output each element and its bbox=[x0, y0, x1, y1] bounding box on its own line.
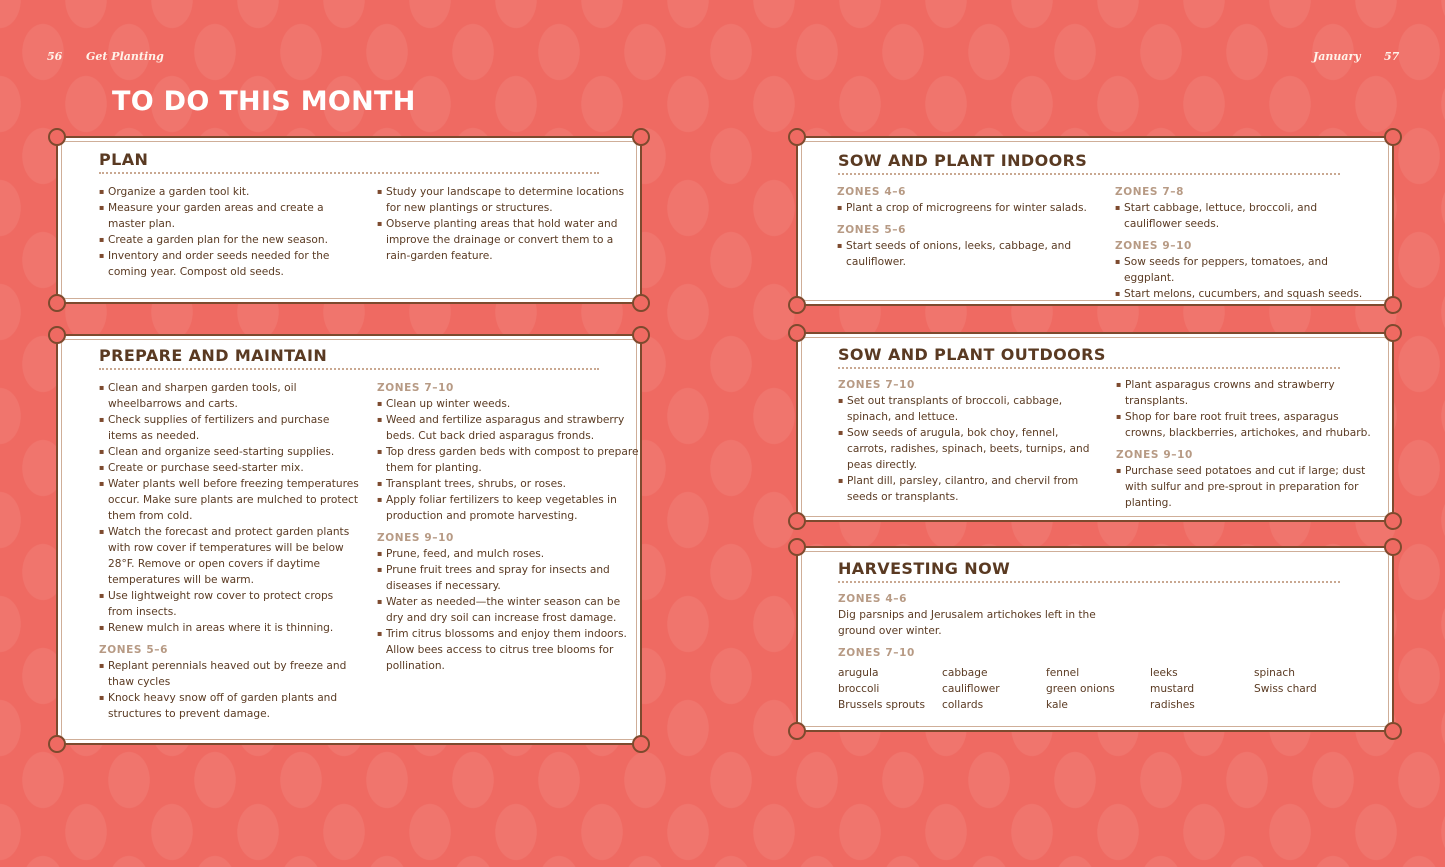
list-item: ▪ Study your landscape to determine locations for new plantings or structures. bbox=[377, 184, 625, 216]
plan-column-2 bbox=[377, 184, 625, 264]
crop-name: cabbage bbox=[942, 667, 988, 679]
list-item: ▪ Start cabbage, lettuce, broccoli, and cauliflower seeds. bbox=[1115, 200, 1377, 232]
sow-outdoors-title: SOW AND PLANT OUTDOORS bbox=[838, 345, 1106, 364]
list-item: ▪ Knock heavy snow off of garden plants and structures to prevent damage. bbox=[99, 690, 361, 722]
list-item: ▪ Weed and fertilize asparagus and strawberry beds. Cut back dried asparagus fronds. bbox=[377, 412, 639, 444]
zone-label: ZONES 7–10 bbox=[838, 647, 915, 659]
list-item: ▪ Set out transplants of broccoli, cabbage, spinach, and lettuce. bbox=[838, 393, 1100, 425]
prepare-maintain-title: PREPARE AND MAINTAIN bbox=[99, 346, 328, 365]
zone-label: ZONES 9–10 bbox=[377, 532, 454, 544]
crop-name: arugula bbox=[838, 667, 879, 679]
harvest-column bbox=[1254, 665, 1354, 697]
list-item: ▪ Trim citrus blossoms and enjoy them indoors. Allow bees access to citrus tree blooms for pollination. bbox=[377, 626, 639, 674]
list-item: ▪ Water plants well before freezing temperatures occur. Make sure plants are mulched to protect them from cold. bbox=[99, 476, 361, 524]
zone-label: ZONES 7–10 bbox=[838, 379, 915, 391]
list-item: ▪ Shop for bare root fruit trees, asparagus crowns, blackberries, artichokes, and rhubarb. bbox=[1116, 409, 1378, 441]
indoors-column-2 bbox=[1115, 184, 1377, 302]
crop-name: fennel bbox=[1046, 667, 1080, 679]
zone-label: ZONES 7–10 bbox=[377, 382, 454, 394]
harvest-column bbox=[838, 665, 938, 713]
prepare-column-1 bbox=[99, 380, 361, 722]
list-item: ▪ Clean and sharpen garden tools, oil wheelbarrows and carts. bbox=[99, 380, 361, 412]
zone-label: ZONES 4–6 bbox=[837, 186, 906, 198]
outdoors-column-1 bbox=[838, 377, 1100, 505]
outdoors-column-2 bbox=[1116, 377, 1378, 511]
crop-name: cauliflower bbox=[942, 683, 1000, 695]
harvest-zone-4-6 bbox=[838, 591, 1100, 661]
harvest-column bbox=[1150, 665, 1250, 713]
list-item: ▪ Prune, feed, and mulch roses. bbox=[377, 546, 639, 562]
sow-indoors-card bbox=[796, 136, 1394, 306]
zone-label: ZONES 4–6 bbox=[838, 593, 907, 605]
list-item: ▪ Check supplies of fertilizers and purchase items as needed. bbox=[99, 412, 361, 444]
zone-label: ZONES 7–8 bbox=[1115, 186, 1184, 198]
crop-name: mustard bbox=[1150, 683, 1195, 695]
crop-name: broccoli bbox=[838, 683, 880, 695]
zone-label: ZONES 9–10 bbox=[1115, 240, 1192, 252]
crop-name: kale bbox=[1046, 699, 1068, 711]
crop-name: Swiss chard bbox=[1254, 683, 1317, 695]
sow-outdoors-card bbox=[796, 332, 1394, 522]
list-item: ▪ Clean and organize seed-starting supplies. bbox=[99, 444, 361, 460]
list-item: ▪ Sow seeds of arugula, bok choy, fennel, carrots, radishes, spinach, beets, turnips, and peas directly. bbox=[838, 425, 1100, 473]
right-page-number: 57 bbox=[1384, 50, 1400, 63]
list-item: ▪ Top dress garden beds with compost to prepare them for planting. bbox=[377, 444, 639, 476]
list-item: ▪ Transplant trees, shrubs, or roses. bbox=[377, 476, 639, 492]
list-item: ▪ Create or purchase seed-starter mix. bbox=[99, 460, 361, 476]
list-item: ▪ Water as needed—the winter season can be dry and dry soil can increase frost damage. bbox=[377, 594, 639, 626]
list-item: ▪ Use lightweight row cover to protect crops from insects. bbox=[99, 588, 361, 620]
plan-column-1 bbox=[99, 184, 361, 280]
crop-name: Brussels sprouts bbox=[838, 699, 925, 711]
harvest-column bbox=[942, 665, 1042, 713]
right-section-title: January bbox=[1313, 50, 1361, 63]
harvest-column bbox=[1046, 665, 1146, 713]
list-item: ▪ Plant a crop of microgreens for winter salads. bbox=[837, 200, 1099, 216]
list-item: ▪ Inventory and order seeds needed for the coming year. Compost old seeds. bbox=[99, 248, 361, 280]
list-item: ▪ Observe planting areas that hold water and improve the drainage or convert them to a rain-garden feature. bbox=[377, 216, 625, 264]
harvesting-title: HARVESTING NOW bbox=[838, 559, 1011, 578]
harvest-text: Dig parsnips and Jerusalem artichokes left in the ground over winter. bbox=[838, 609, 1096, 637]
prepare-maintain-card bbox=[56, 334, 642, 745]
list-item: ▪ Start seeds of onions, leeks, cabbage, and cauliflower. bbox=[837, 238, 1099, 270]
left-page-number: 56 bbox=[47, 50, 63, 63]
list-item: ▪ Replant perennials heaved out by freeze and thaw cycles bbox=[99, 658, 361, 690]
harvesting-card bbox=[796, 546, 1394, 732]
list-item: ▪ Purchase seed potatoes and cut if large; dust with sulfur and pre-sprout in preparation for planting. bbox=[1116, 463, 1378, 511]
crop-name: collards bbox=[942, 699, 984, 711]
crop-name: spinach bbox=[1254, 667, 1295, 679]
list-item: ▪ Sow seeds for peppers, tomatoes, and eggplant. bbox=[1115, 254, 1377, 286]
crop-name: green onions bbox=[1046, 683, 1115, 695]
list-item: ▪ Create a garden plan for the new season. bbox=[99, 232, 361, 248]
list-item: ▪ Prune fruit trees and spray for insects and diseases if necessary. bbox=[377, 562, 639, 594]
prepare-column-2 bbox=[377, 380, 639, 674]
left-section-title: Get Planting bbox=[86, 50, 164, 63]
list-item: ▪ Renew mulch in areas where it is thinning. bbox=[99, 620, 361, 636]
list-item: ▪ Start melons, cucumbers, and squash seeds. bbox=[1115, 286, 1377, 302]
page-title: TO DO THIS MONTH bbox=[112, 86, 416, 117]
zone-label: ZONES 5–6 bbox=[99, 644, 168, 656]
crop-name: leeks bbox=[1150, 667, 1178, 679]
list-item: ▪ Organize a garden tool kit. bbox=[99, 184, 361, 200]
list-item: ▪ Plant asparagus crowns and strawberry transplants. bbox=[1116, 377, 1378, 409]
zone-label: ZONES 9–10 bbox=[1116, 449, 1193, 461]
list-item: ▪ Measure your garden areas and create a master plan. bbox=[99, 200, 361, 232]
list-item: ▪ Plant dill, parsley, cilantro, and chervil from seeds or transplants. bbox=[838, 473, 1100, 505]
indoors-column-1 bbox=[837, 184, 1099, 270]
plan-card bbox=[56, 136, 642, 304]
list-item: ▪ Clean up winter weeds. bbox=[377, 396, 639, 412]
list-item: ▪ Apply foliar fertilizers to keep vegetables in production and promote harvesting. bbox=[377, 492, 639, 524]
plan-title: PLAN bbox=[99, 150, 149, 169]
list-item: ▪ Watch the forecast and protect garden plants with row cover if temperatures will be below 28°F. Remove or open covers if daytime temperatures will be warm. bbox=[99, 524, 361, 588]
sow-indoors-title: SOW AND PLANT INDOORS bbox=[838, 151, 1088, 170]
crop-name: radishes bbox=[1150, 699, 1195, 711]
zone-label: ZONES 5–6 bbox=[837, 224, 906, 236]
